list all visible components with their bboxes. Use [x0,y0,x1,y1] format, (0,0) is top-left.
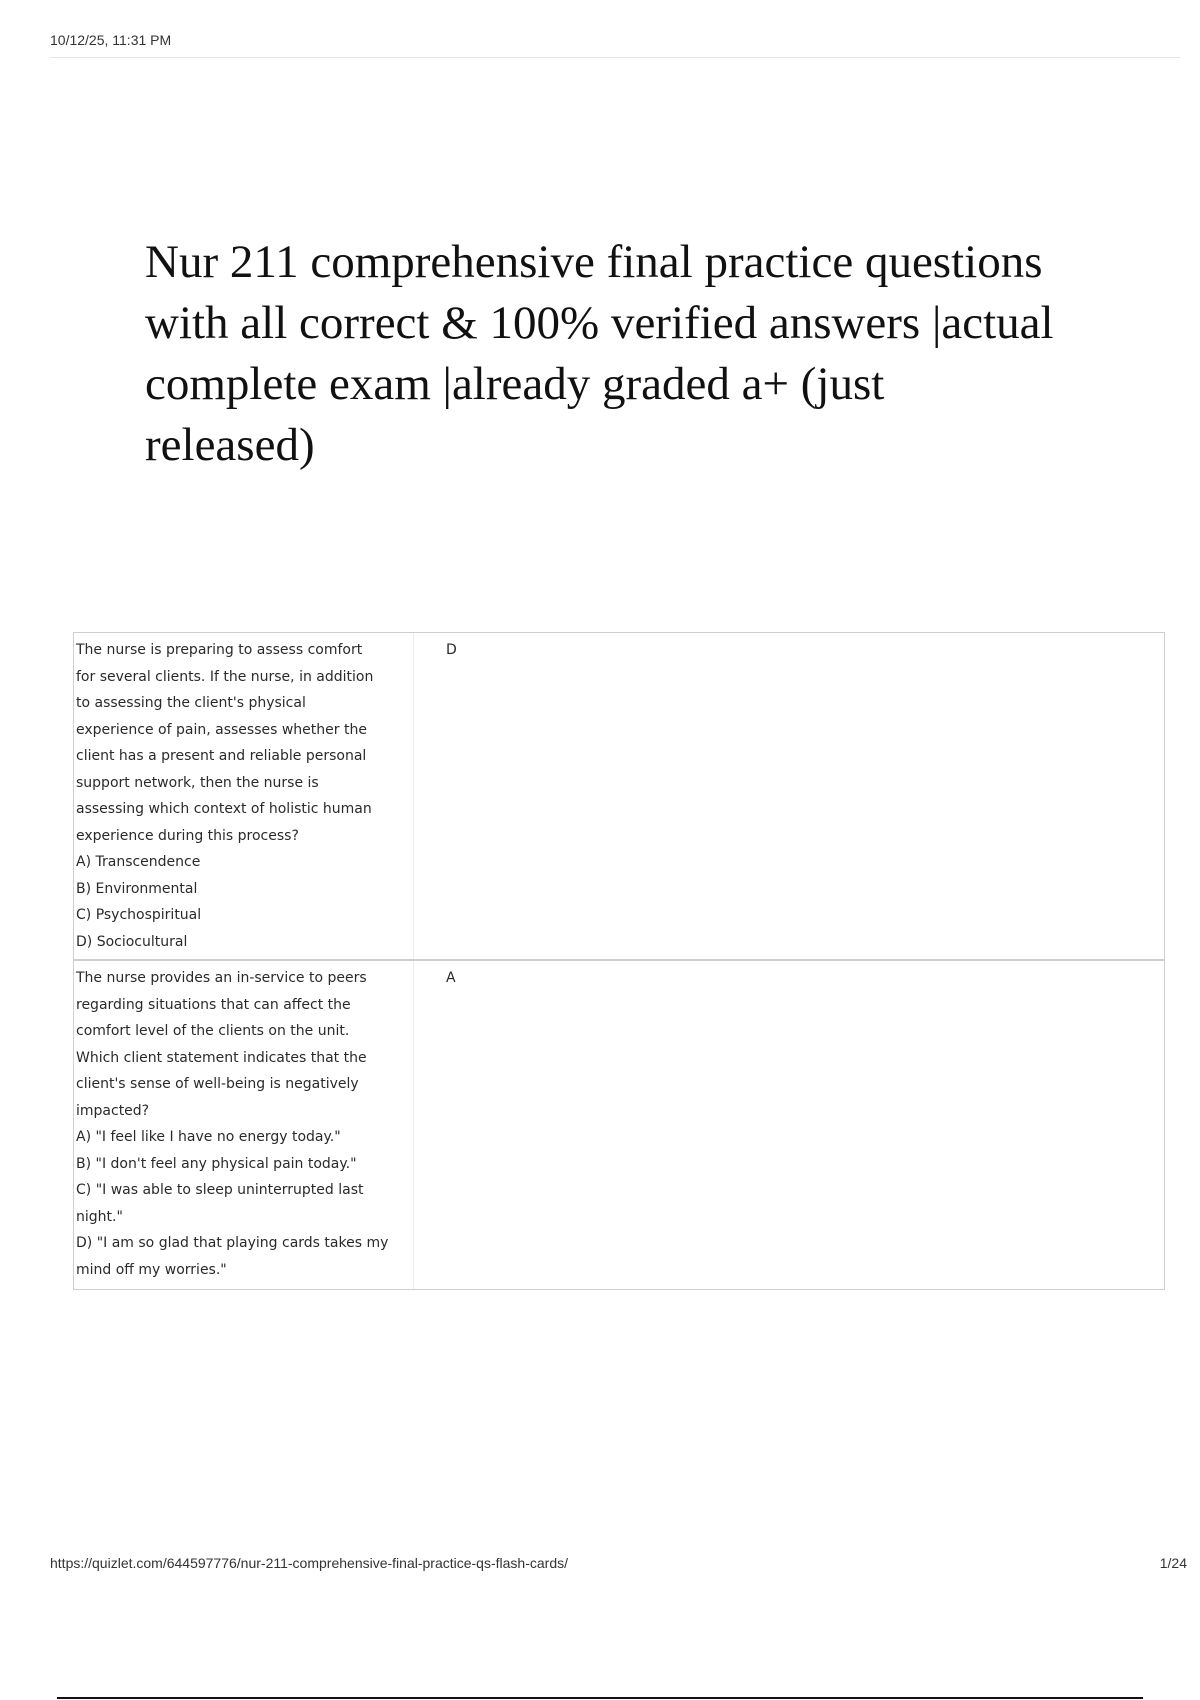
answer-option-c: C) Psychospiritual [76,907,202,923]
term-line: for several clients. If the nurse, in addition [76,668,374,685]
page-url: https://quizlet.com/644597776/nur-211-comprehensive-final-practice-qs-flash-cards/ [50,1555,568,1571]
term-line: night." [76,1208,123,1225]
flashcard-term [74,633,414,959]
term-line: assessing which context of holistic human [76,801,372,817]
print-timestamp: 10/12/25, 11:31 PM [50,32,172,48]
flashcard-term [74,961,414,1289]
answer-option-c: C) "I was able to sleep uninterrupted last [76,1182,364,1198]
answer-option-a: A) Transcendence [76,854,201,870]
answer-option-d: D) Sociocultural [76,933,188,950]
term-line: The nurse provides an in-service to peers [76,970,367,986]
header-divider [50,57,1180,58]
term-line: impacted? [76,1102,150,1119]
flashcard-table [73,632,1165,1290]
term-line: experience during this process? [76,827,299,844]
page-title: Nur 211 comprehensive final practice questions with all correct & 100% verified answers |actual complete exam |already graded a+ (just released) [145,236,1054,471]
page-number: 1/24 [1159,1555,1187,1571]
answer-option-d: D) "I am so glad that playing cards takes my [76,1235,389,1251]
answer-option-a: A) "I feel like I have no energy today." [76,1129,341,1145]
term-line: regarding situations that can affect the [76,996,351,1013]
flashcard-row [74,633,1164,961]
term-line: client's sense of well-being is negatively [76,1076,359,1092]
flashcard-definition: A [446,970,456,986]
flashcard-row [74,961,1164,1289]
term-line: to assessing the client's physical [76,695,306,711]
term-line: support network, then the nurse is [76,774,319,791]
bottom-divider [57,1697,1143,1699]
term-line: client has a present and reliable personal [76,748,367,764]
answer-option-b: B) Environmental [76,880,198,897]
term-line: mind off my worries." [76,1261,227,1278]
term-line: The nurse is preparing to assess comfort [76,642,363,658]
answer-option-b: B) "I don't feel any physical pain today." [76,1155,357,1172]
term-line: comfort level of the clients on the unit. [76,1023,350,1039]
flashcard-definition: D [446,642,457,658]
term-line: Which client statement indicates that the [76,1049,367,1066]
term-line: experience of pain, assesses whether the [76,721,367,738]
